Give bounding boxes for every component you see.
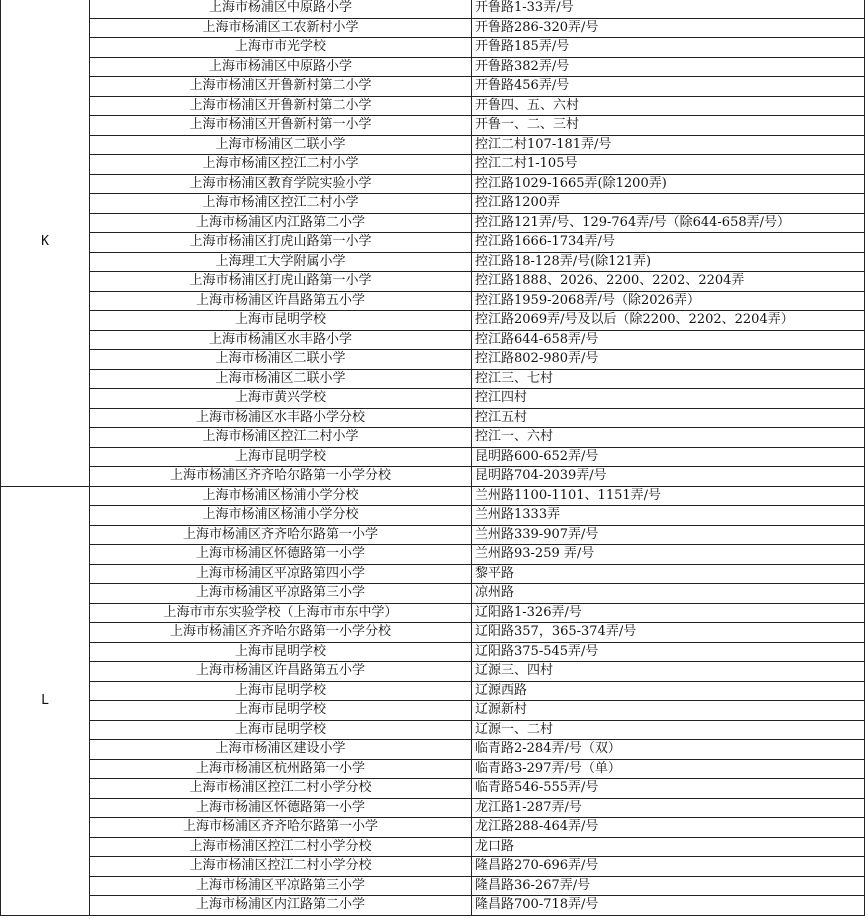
table-row [1, 486, 865, 506]
school-name-cell: 上海市杨浦区杨浦小学分校 [90, 506, 472, 526]
table-row [1, 779, 865, 799]
address-range-cell: 控江路1666-1734弄/号 [472, 233, 865, 253]
school-name-cell: 上海市杨浦区打虎山路第一小学 [90, 233, 472, 253]
address-range-cell: 开鲁路1-33弄/号 [472, 0, 865, 18]
school-name-cell: 上海市市东实验学校（上海市市东中学） [90, 603, 472, 623]
address-range-cell: 控江路1888、2026、2200、2202、2204弄 [472, 272, 865, 292]
table-row [1, 584, 865, 604]
school-name-cell: 上海市杨浦区许昌路第五小学 [90, 291, 472, 311]
table-row [1, 233, 865, 253]
school-name-cell: 上海市杨浦区二联小学 [90, 350, 472, 370]
address-range-cell: 辽源西路 [472, 681, 865, 701]
school-name-cell: 上海市杨浦区齐齐哈尔路第一小学 [90, 818, 472, 838]
address-range-cell: 辽源新村 [472, 701, 865, 721]
address-range-cell: 控江路644-658弄/号 [472, 330, 865, 350]
table-row [1, 213, 865, 233]
table-row [1, 564, 865, 584]
address-range-cell: 开鲁路382弄/号 [472, 57, 865, 77]
school-name-cell: 上海市市光学校 [90, 38, 472, 58]
table-row [1, 681, 865, 701]
table-row [1, 57, 865, 77]
school-name-cell: 上海市杨浦区中原路小学 [90, 57, 472, 77]
table-row [1, 116, 865, 136]
table-row [1, 603, 865, 623]
address-range-cell: 隆昌路36-267弄/号 [472, 876, 865, 896]
address-range-cell: 临青路3-297弄/号（单） [472, 759, 865, 779]
school-name-cell: 上海市昆明学校 [90, 681, 472, 701]
table-row [1, 135, 865, 155]
table-row [1, 642, 865, 662]
address-range-cell: 辽阳路357，365-374弄/号 [472, 623, 865, 643]
address-range-cell: 控江五村 [472, 408, 865, 428]
table-row [1, 857, 865, 877]
table-row [1, 506, 865, 526]
table-row [1, 837, 865, 857]
address-range-cell: 控江二村1-105号 [472, 155, 865, 175]
address-range-cell: 兰州路93-259 弄/号 [472, 545, 865, 565]
table-row [1, 96, 865, 116]
table-row [1, 330, 865, 350]
school-name-cell: 上海市杨浦区开鲁新村第二小学 [90, 77, 472, 97]
school-name-cell: 上海市杨浦区齐齐哈尔路第一小学 [90, 525, 472, 545]
group-letter-cell: L [1, 486, 90, 915]
school-name-cell: 上海理工大学附属小学 [90, 252, 472, 272]
school-name-cell: 上海市杨浦区杭州路第一小学 [90, 759, 472, 779]
table-row [1, 272, 865, 292]
address-range-cell: 兰州路339-907弄/号 [472, 525, 865, 545]
school-name-cell: 上海市昆明学校 [90, 642, 472, 662]
table-row [1, 155, 865, 175]
school-name-cell: 上海市杨浦区齐齐哈尔路第一小学分校 [90, 623, 472, 643]
address-range-cell: 凉州路 [472, 584, 865, 604]
table-row [1, 798, 865, 818]
table-row [1, 623, 865, 643]
school-name-cell: 上海市杨浦区许昌路第五小学 [90, 662, 472, 682]
table-row [1, 311, 865, 331]
address-range-cell: 开鲁一、二、三村 [472, 116, 865, 136]
table-row [1, 291, 865, 311]
address-range-cell: 控江路802-980弄/号 [472, 350, 865, 370]
school-name-cell: 上海市杨浦区二联小学 [90, 135, 472, 155]
table-row [1, 428, 865, 448]
table-row [1, 174, 865, 194]
table-body [1, 0, 865, 915]
address-range-cell: 控江路18-128弄/号(除121弄) [472, 252, 865, 272]
address-range-cell: 开鲁路456弄/号 [472, 77, 865, 97]
table-row [1, 252, 865, 272]
table-row [1, 194, 865, 214]
table-row [1, 389, 865, 409]
school-name-cell: 上海市昆明学校 [90, 447, 472, 467]
address-range-cell: 控江路1959-2068弄/号（除2026弄） [472, 291, 865, 311]
school-name-cell: 上海市杨浦区控江二村小学分校 [90, 857, 472, 877]
table-row [1, 447, 865, 467]
school-name-cell: 上海市杨浦区平凉路第四小学 [90, 564, 472, 584]
address-range-cell: 控江四村 [472, 389, 865, 409]
school-name-cell: 上海市昆明学校 [90, 701, 472, 721]
school-name-cell: 上海市杨浦区怀德路第一小学 [90, 545, 472, 565]
table-row [1, 740, 865, 760]
address-range-cell: 龙江路288-464弄/号 [472, 818, 865, 838]
address-range-cell: 控江路1029-1665弄(除1200弄) [472, 174, 865, 194]
school-name-cell: 上海市杨浦区水丰路小学分校 [90, 408, 472, 428]
school-name-cell: 上海市黄兴学校 [90, 389, 472, 409]
school-name-cell: 上海市杨浦区二联小学 [90, 369, 472, 389]
school-name-cell: 上海市杨浦区打虎山路第一小学 [90, 272, 472, 292]
address-range-cell: 控江三、七村 [472, 369, 865, 389]
address-range-cell: 控江路2069弄/号及以后（除2200、2202、2204弄） [472, 311, 865, 331]
address-range-cell: 兰州路1100-1101、1151弄/号 [472, 486, 865, 506]
address-range-cell: 龙口路 [472, 837, 865, 857]
address-range-cell: 临青路2-284弄/号（双） [472, 740, 865, 760]
table-row [1, 662, 865, 682]
address-range-cell: 兰州路1333弄 [472, 506, 865, 526]
table-row [1, 467, 865, 487]
address-range-cell: 龙江路1-287弄/号 [472, 798, 865, 818]
table-row [1, 525, 865, 545]
school-name-cell: 上海市杨浦区水丰路小学 [90, 330, 472, 350]
table-row [1, 350, 865, 370]
school-name-cell: 上海市杨浦区工农新村小学 [90, 18, 472, 38]
school-name-cell: 上海市杨浦区齐齐哈尔路第一小学分校 [90, 467, 472, 487]
school-name-cell: 上海市杨浦区怀德路第一小学 [90, 798, 472, 818]
table-row [1, 896, 865, 916]
table-row [1, 701, 865, 721]
school-name-cell: 上海市杨浦区平凉路第三小学 [90, 584, 472, 604]
table-row [1, 369, 865, 389]
school-name-cell: 上海市杨浦区平凉路第三小学 [90, 876, 472, 896]
group-letter-cell: K [1, 0, 90, 486]
table-row [1, 720, 865, 740]
table-row [1, 818, 865, 838]
table-row [1, 408, 865, 428]
address-range-cell: 控江二村107-181弄/号 [472, 135, 865, 155]
address-range-cell: 黎平路 [472, 564, 865, 584]
school-name-cell: 上海市杨浦区内江路第二小学 [90, 213, 472, 233]
address-range-cell: 临青路546-555弄/号 [472, 779, 865, 799]
school-name-cell: 上海市杨浦区控江二村小学 [90, 155, 472, 175]
school-name-cell: 上海市杨浦区教育学院实验小学 [90, 174, 472, 194]
school-name-cell: 上海市杨浦区中原路小学 [90, 0, 472, 18]
table-row [1, 77, 865, 97]
address-range-cell: 辽阳路375-545弄/号 [472, 642, 865, 662]
school-name-cell: 上海市杨浦区内江路第二小学 [90, 896, 472, 916]
address-range-cell: 隆昌路270-696弄/号 [472, 857, 865, 877]
address-range-cell: 辽源一、二村 [472, 720, 865, 740]
school-name-cell: 上海市杨浦区开鲁新村第二小学 [90, 96, 472, 116]
address-range-cell: 控江一、六村 [472, 428, 865, 448]
address-range-cell: 控江路1200弄 [472, 194, 865, 214]
address-range-cell: 开鲁路286-320弄/号 [472, 18, 865, 38]
address-range-cell: 开鲁四、五、六村 [472, 96, 865, 116]
address-range-cell: 辽源三、四村 [472, 662, 865, 682]
school-name-cell: 上海市杨浦区开鲁新村第一小学 [90, 116, 472, 136]
address-range-cell: 辽阳路1-326弄/号 [472, 603, 865, 623]
address-range-cell: 开鲁路185弄/号 [472, 38, 865, 58]
table-row [1, 545, 865, 565]
address-range-cell: 昆明路704-2039弄/号 [472, 467, 865, 487]
address-range-cell: 控江路121弄/号、129-764弄/号（除644-658弄/号） [472, 213, 865, 233]
school-name-cell: 上海市杨浦区杨浦小学分校 [90, 486, 472, 506]
table-row [1, 38, 865, 58]
table-row [1, 18, 865, 38]
school-name-cell: 上海市昆明学校 [90, 311, 472, 331]
school-name-cell: 上海市杨浦区建设小学 [90, 740, 472, 760]
table-row [1, 876, 865, 896]
table-row [1, 759, 865, 779]
table-row [1, 0, 865, 18]
school-name-cell: 上海市昆明学校 [90, 720, 472, 740]
school-name-cell: 上海市杨浦区控江二村小学 [90, 194, 472, 214]
school-name-cell: 上海市杨浦区控江二村小学分校 [90, 837, 472, 857]
address-range-cell: 隆昌路700-718弄/号 [472, 896, 865, 916]
address-range-cell: 昆明路600-652弄/号 [472, 447, 865, 467]
school-name-cell: 上海市杨浦区控江二村小学分校 [90, 779, 472, 799]
school-name-cell: 上海市杨浦区控江二村小学 [90, 428, 472, 448]
